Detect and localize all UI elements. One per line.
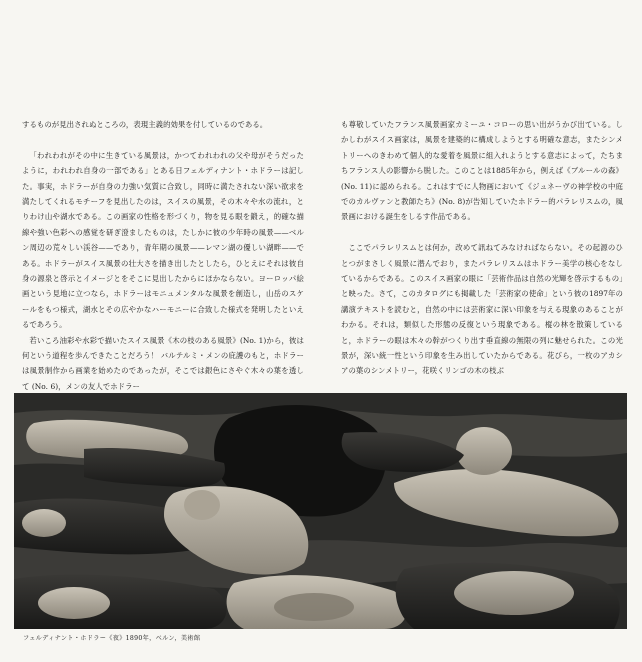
paragraph-continuation: するものが見出されぬところの，表現主義的効果を付しているのである。 (22, 120, 268, 129)
painting-image (14, 393, 627, 629)
body-text-right-column (341, 117, 623, 379)
paragraph-continuation: も尊敬していたフランス風景画家カミーユ・コローの思い出がうかび出ている。しかしわがスイス画家は，風景を建築的に構成しようとする明確な意志，またシンメトリーへのきわめて個人的な愛着を風景に組入れようとする意志によって，たちまちフランス人の影響から脱した。このことは1885年から，例えば《ブルールの森》(No. 11)に認められる。これはすでに人物画において《ジュネーヴの神学校の中庭でのカルヴァンと教師たち》(No. 8)が告知していたホドラー的パラレリスムの，風景画における誕生をしるす作品である。 (341, 120, 623, 222)
paragraph: ここでパラレリスムとは何か，改めて訊ねてみなければならない。その起源のひとつがまさしく風景に潜んでおり，またパラレリスムはホドラー美学の核心をなしているからである。このスイス画家の眼に「芸術作品は自然の光輝を啓示するもの」と映った。さて，このカタログにも掲載した「芸術家の使命」という彼の1897年の講演テキストを読むと，自然の中には芸術家に深い印象を与える現象のあることがわかる。それは，類似した形態の反復という現象である。樅の林を散策していると，ホドラーの眼は木々の幹がつくり出す垂直線の無限の列に魅せられた。この光景が，深い統一性という印象を生み出していたからである。花びら，一枚のアカシアの葉のシンメトリー，花咲くリンゴの木の枝ぶ (341, 243, 623, 376)
paragraph: 「われわれがその中に生きている風景は，かつてわれわれの父や母がそうだったように，われわれ自身の一部である」とある日フェルディナント・ホドラーは記した。事実，ホドラーが自身の力強い気質に合致し，同時に満たされない深い欲求を満たしてくれるモチーフを見出したのは，スイスの風景，その木々や水の流れ，とりわけ山や湖水である。この画家の性格を形づくり，物を見る眼を鍛え，的確な描線や強い色彩への感覚を研ぎ澄ましたものは，たしかに彼の少年時の風景——ベルン周辺の荒々しい渓谷——であり，青年期の風景——レマン湖の優しい湖畔——である。ホドラーがスイス風景の壮大さを描き出したとしたら，ひとえにそれは彼自身の源泉と啓示とイメージとをそこに見出したからにほかならない。ヨーロッパ絵画という見地に立つなら，ホドラーはモニュメンタルな風景を創造し，山岳のスケールをもつ様式，湖水とその広やかなハーモニーに合致した様式を発明したといえるであろう。 (22, 150, 304, 330)
body-text-left-column (22, 117, 304, 394)
paragraph: 若いころ油彩や水彩で描いたスイス風景《木の枝のある風景》(No. 1)から，彼は何という道程を歩んできたことだろう！ バルテルミ・メンの庇護のもと，ホドラーは風景制作から画業を始めたのであったが，そこでは銀色にさやぐ木々の葉を透して (No. 6)，メンの友人でホドラー (22, 335, 304, 391)
figure-caption: フェルディナント・ホドラー《夜》1890年，ベルン，美術館 (23, 635, 201, 642)
painting-reproduction-night (14, 393, 627, 629)
